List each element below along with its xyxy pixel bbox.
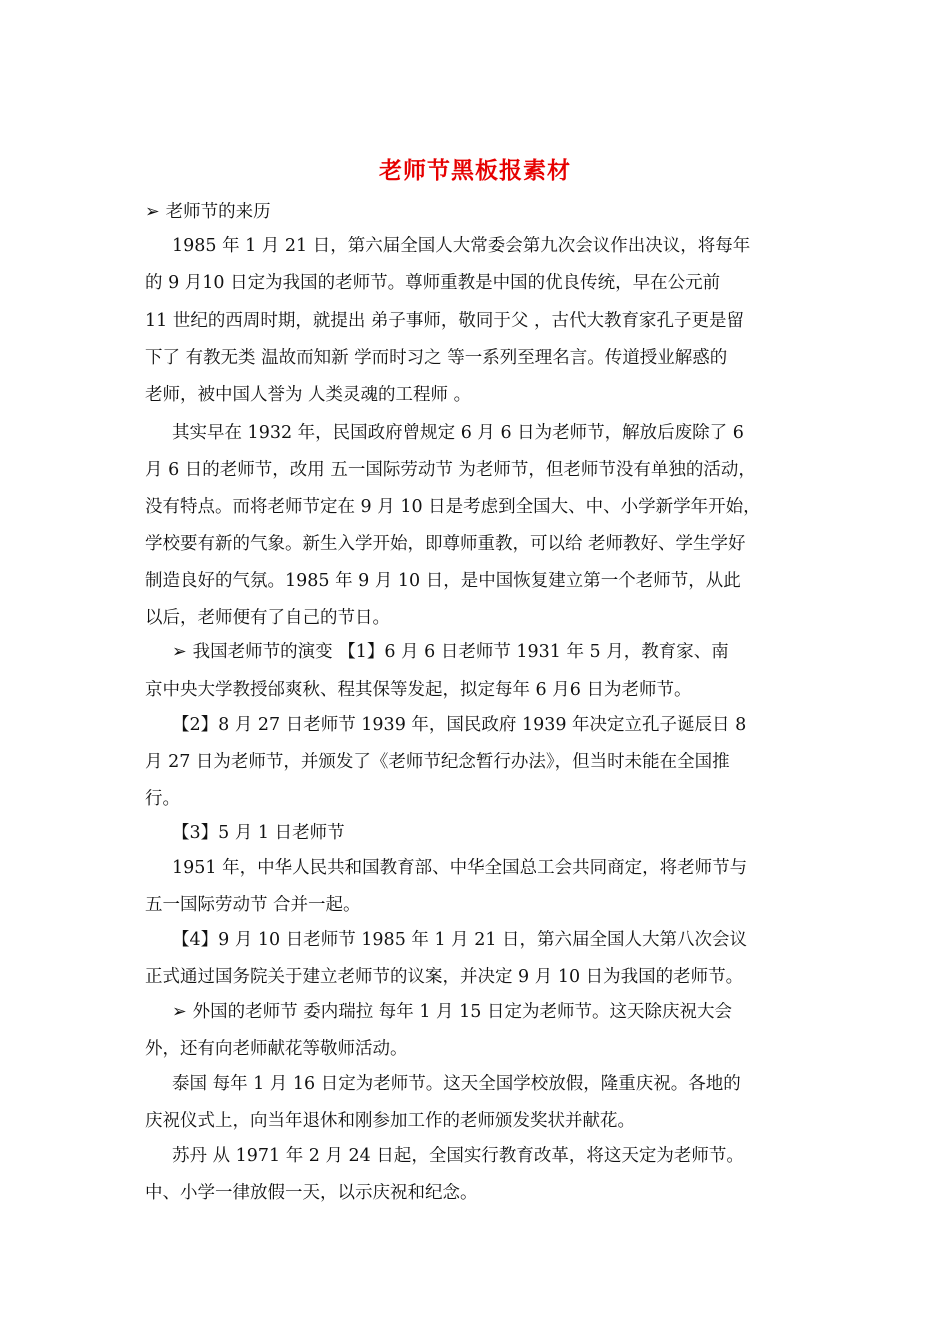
paragraph-line: 老师，被中国人誉为 人类灵魂的工程师 。 [145, 385, 472, 405]
paragraph-line: 【3】5 月 1 日老师节 [172, 823, 345, 843]
paragraph-line: 学校要有新的气象。新生入学开始，即尊师重教，可以给 老师教好、学生学好 [145, 534, 746, 554]
bullet-arrow-icon: ➢ [172, 1002, 187, 1022]
paragraph-line: 行。 [145, 789, 180, 809]
bullet-arrow-icon: ➢ [145, 202, 160, 222]
paragraph-line: 1985 年 1 月 21 日，第六届全国人大常委会第九次会议作出决议，将每年 [172, 236, 751, 256]
section-heading-origin: ➢ 老师节的来历 [145, 202, 271, 222]
paragraph-line: 月 27 日为老师节，并颁发了《老师节纪念暂行办法》，但当时未能在全国推 [145, 752, 730, 772]
bullet-arrow-icon: ➢ [172, 642, 187, 662]
section-heading-evolution: ➢ 我国老师节的演变 【1】6 月 6 日老师节 1931 年 5 月，教育家、南 [172, 642, 729, 662]
paragraph-line: 的 9 月10 日定为我国的老师节。尊师重教是中国的优良传统，早在公元前 [145, 273, 721, 293]
paragraph-line: 月 6 日的老师节，改用 五一国际劳动节 为老师节，但老师节没有单独的活动， [145, 460, 756, 480]
paragraph-line: 制造良好的气氛。1985 年 9 月 10 日，是中国恢复建立第一个老师节，从此 [145, 571, 741, 591]
paragraph-line: 外，还有向老师献花等敬师活动。 [145, 1039, 408, 1059]
paragraph-line: 正式通过国务院关于建立老师节的议案，并决定 9 月 10 日为我国的老师节。 [145, 967, 744, 987]
document-title: 老师节黑板报素材 [379, 157, 571, 184]
paragraph-line: 五一国际劳动节 合并一起。 [145, 895, 361, 915]
paragraph-line: 苏丹 从 1971 年 2 月 24 日起，全国实行教育改革，将这天定为老师节。 [172, 1146, 744, 1166]
section-heading-foreign: ➢ 外国的老师节 委内瑞拉 每年 1 月 15 日定为老师节。这天除庆祝大会 [172, 1002, 732, 1022]
paragraph-line: 【2】8 月 27 日老师节 1939 年，国民政府 1939 年决定立孔子诞辰日 8 [172, 715, 747, 735]
paragraph-line: 以后，老师便有了自己的节日。 [145, 608, 390, 628]
paragraph-line: 没有特点。而将老师节定在 9 月 10 日是考虑到全国大、中、小学新学年开始， [145, 497, 761, 517]
paragraph-line: 京中央大学教授邰爽秋、程其保等发起，拟定每年 6 月6 日为老师节。 [145, 680, 692, 700]
paragraph-line: 中、小学一律放假一天，以示庆祝和纪念。 [145, 1183, 478, 1203]
paragraph-line: 下了 有教无类 温故而知新 学而时习之 等一系列至理名言。传道授业解惑的 [145, 348, 728, 368]
paragraph-line: 【4】9 月 10 日老师节 1985 年 1 月 21 日，第六届全国人大第八次会议 [172, 930, 748, 950]
paragraph-line: 其实早在 1932 年，民国政府曾规定 6 月 6 日为老师节，解放后废除了 6 [172, 423, 744, 443]
paragraph-line: 1951 年，中华人民共和国教育部、中华全国总工会共同商定，将老师节与 [172, 858, 748, 878]
paragraph-line: 11 世纪的西周时期，就提出 弟子事师，敬同于父 ，古代大教育家孔子更是留 [145, 311, 744, 331]
paragraph-line: 庆祝仪式上，向当年退休和刚参加工作的老师颁发奖状并献花。 [145, 1111, 635, 1131]
paragraph-line: 泰国 每年 1 月 16 日定为老师节。这天全国学校放假，隆重庆祝。各地的 [172, 1074, 741, 1094]
